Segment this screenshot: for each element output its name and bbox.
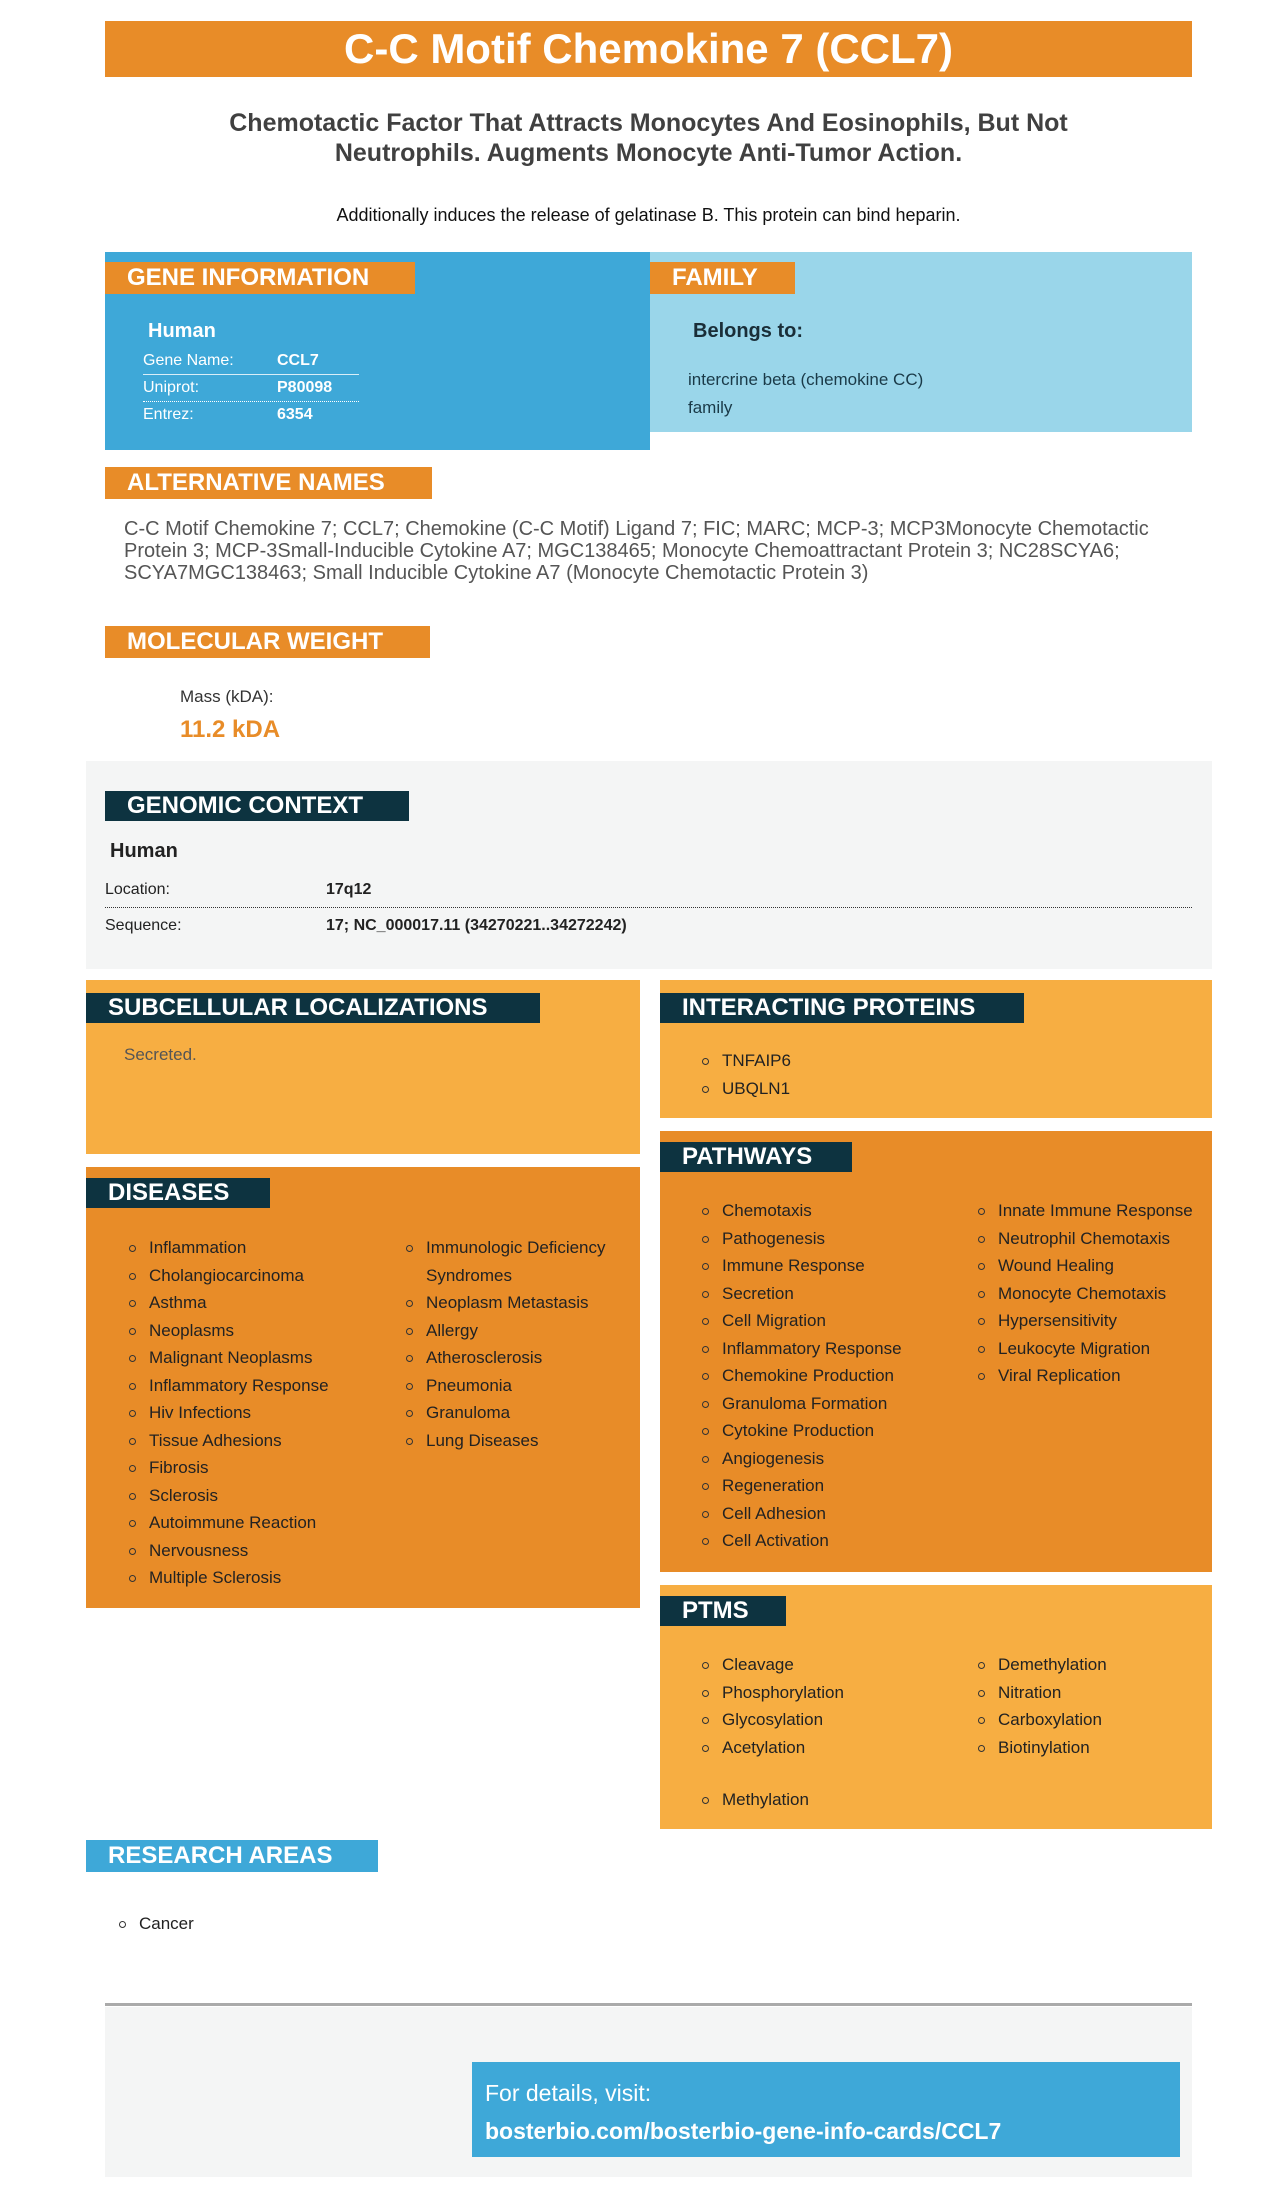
list-item: Glycosylation bbox=[700, 1706, 960, 1734]
alternative-names-text: C-C Motif Chemokine 7; CCL7; Chemokine (C-C Motif) Ligand 7; FIC; MARC; MCP-3; MCP3Monocyte Chemotactic Protein 3; MCP-3Small-Inducible Cytokine A7; MGC138465; Monocyte Chemoattractant Protein 3; NC28SCYA6; SCYA7MGC138463; Small Inducible Cytokine A7 (Monocyte Chemotactic Protein 3) bbox=[124, 518, 1149, 584]
family-value: intercrine beta (chemokine CC) family bbox=[688, 370, 924, 417]
footer-link-box[interactable] bbox=[472, 2062, 1180, 2157]
list-item: Sclerosis bbox=[127, 1482, 377, 1510]
list-item: Cell Migration bbox=[700, 1307, 970, 1335]
list-item: Inflammation bbox=[127, 1234, 377, 1262]
pathways-list-col2 bbox=[976, 1197, 1196, 1390]
list-item: Hiv Infections bbox=[127, 1399, 377, 1427]
list-item: Cell Activation bbox=[700, 1527, 970, 1555]
list-item: Chemotaxis bbox=[700, 1197, 970, 1225]
molecular-weight-header: MOLECULAR WEIGHT bbox=[105, 626, 430, 658]
list-item: Autoimmune Reaction bbox=[127, 1509, 377, 1537]
list-item: Hypersensitivity bbox=[976, 1307, 1196, 1335]
family-belongs-label: Belongs to: bbox=[693, 320, 803, 342]
entrez-row bbox=[143, 402, 359, 429]
list-item: Inflammatory Response bbox=[127, 1372, 377, 1400]
pathways-list-col1 bbox=[700, 1197, 970, 1555]
sequence-row bbox=[105, 909, 1192, 944]
footer-text: For details, visit: bbox=[485, 2080, 652, 2106]
list-item: Innate Immune Response bbox=[976, 1197, 1196, 1225]
family-header: FAMILY bbox=[650, 262, 795, 294]
list-item: Cleavage bbox=[700, 1651, 960, 1679]
list-item: Cytokine Production bbox=[700, 1417, 970, 1445]
list-item: Inflammatory Response bbox=[700, 1335, 970, 1363]
list-item: Allergy bbox=[404, 1317, 629, 1345]
list-item: Fibrosis bbox=[127, 1454, 377, 1482]
list-item: Immune Response bbox=[700, 1252, 970, 1280]
list-item: Cancer bbox=[117, 1910, 194, 1938]
list-item: TNFAIP6 bbox=[700, 1047, 791, 1075]
sequence-label: Sequence: bbox=[105, 917, 182, 934]
ptms-list-col3 bbox=[700, 1786, 960, 1814]
gene-name-row bbox=[143, 348, 359, 375]
list-item: Granuloma bbox=[404, 1399, 629, 1427]
mass-value: 11.2 kDA bbox=[180, 716, 281, 743]
gene-species: Human bbox=[148, 320, 216, 342]
list-item: Granuloma Formation bbox=[700, 1390, 970, 1418]
gene-name-label: Gene Name: bbox=[143, 352, 234, 369]
list-item: Immunologic Deficiency Syndromes bbox=[404, 1234, 629, 1289]
list-item: Pathogenesis bbox=[700, 1225, 970, 1253]
footer-link[interactable]: bosterbio.com/bosterbio-gene-info-cards/CCL7 bbox=[485, 2118, 1002, 2144]
list-item: Nitration bbox=[976, 1679, 1196, 1707]
mass-label: Mass (kDA): bbox=[180, 687, 274, 706]
list-item: Monocyte Chemotaxis bbox=[976, 1280, 1196, 1308]
page-description: Additionally induces the release of gelatinase B. This protein can bind heparin. bbox=[336, 205, 961, 225]
list-item: Leukocyte Migration bbox=[976, 1335, 1196, 1363]
entrez-value: 6354 bbox=[277, 406, 313, 423]
location-row bbox=[105, 873, 1192, 908]
list-item: Multiple Sclerosis bbox=[127, 1564, 377, 1592]
interacting-proteins-header: INTERACTING PROTEINS bbox=[660, 993, 1024, 1023]
location-value: 17q12 bbox=[326, 881, 372, 898]
diseases-header: DISEASES bbox=[86, 1178, 270, 1208]
uniprot-row bbox=[143, 375, 359, 402]
genomic-species: Human bbox=[110, 840, 178, 862]
list-item: Wound Healing bbox=[976, 1252, 1196, 1280]
list-item: Regeneration bbox=[700, 1472, 970, 1500]
page-subtitle: Chemotactic Factor That Attracts Monocytes And Eosinophils, But Not Neutrophils. Augments Monocyte Anti-Tumor Action. bbox=[229, 109, 1068, 167]
list-item: Secretion bbox=[700, 1280, 970, 1308]
list-item: Chemokine Production bbox=[700, 1362, 970, 1390]
diseases-list-col2 bbox=[404, 1234, 629, 1454]
gene-information-header: GENE INFORMATION bbox=[105, 262, 415, 294]
entrez-label: Entrez: bbox=[143, 406, 194, 423]
diseases-list-col1 bbox=[127, 1234, 377, 1592]
list-item: Atherosclerosis bbox=[404, 1344, 629, 1372]
list-item: Neoplasm Metastasis bbox=[404, 1289, 629, 1317]
pathways-header: PATHWAYS bbox=[660, 1142, 852, 1172]
list-item: Acetylation bbox=[700, 1734, 960, 1762]
list-item: Nervousness bbox=[127, 1537, 377, 1565]
sequence-value: 17; NC_000017.11 (34270221..34272242) bbox=[326, 917, 627, 934]
uniprot-value: P80098 bbox=[277, 379, 333, 396]
list-item: Pneumonia bbox=[404, 1372, 629, 1400]
subcellular-header: SUBCELLULAR LOCALIZATIONS bbox=[86, 993, 540, 1023]
subcellular-value: Secreted. bbox=[124, 1045, 197, 1064]
list-item: Asthma bbox=[127, 1289, 377, 1317]
list-item: Neoplasms bbox=[127, 1317, 377, 1345]
list-item: Tissue Adhesions bbox=[127, 1427, 377, 1455]
list-item: Lung Diseases bbox=[404, 1427, 629, 1455]
research-areas-header: RESEARCH AREAS bbox=[86, 1840, 378, 1872]
gene-name-value: CCL7 bbox=[277, 352, 319, 369]
ptms-header: PTMS bbox=[660, 1596, 786, 1626]
list-item: Demethylation bbox=[976, 1651, 1196, 1679]
ptms-list-col2 bbox=[976, 1651, 1196, 1761]
list-item: Methylation bbox=[700, 1786, 960, 1814]
list-item: Malignant Neoplasms bbox=[127, 1344, 377, 1372]
alternative-names-header: ALTERNATIVE NAMES bbox=[105, 467, 432, 499]
list-item: Cholangiocarcinoma bbox=[127, 1262, 377, 1290]
location-label: Location: bbox=[105, 881, 170, 898]
list-item: Angiogenesis bbox=[700, 1445, 970, 1473]
list-item: Biotinylation bbox=[976, 1734, 1196, 1762]
list-item: UBQLN1 bbox=[700, 1075, 791, 1103]
list-item: Carboxylation bbox=[976, 1706, 1196, 1734]
list-item: Cell Adhesion bbox=[700, 1500, 970, 1528]
genomic-context-header: GENOMIC CONTEXT bbox=[105, 791, 409, 821]
list-item: Neutrophil Chemotaxis bbox=[976, 1225, 1196, 1253]
ptms-list-col1 bbox=[700, 1651, 960, 1761]
list-item: Viral Replication bbox=[976, 1362, 1196, 1390]
footer-divider bbox=[105, 2003, 1192, 2006]
research-areas-list bbox=[117, 1910, 194, 1938]
interacting-proteins-list bbox=[700, 1047, 791, 1102]
uniprot-label: Uniprot: bbox=[143, 379, 200, 396]
page-title: C-C Motif Chemokine 7 (CCL7) bbox=[105, 21, 1192, 77]
list-item: Phosphorylation bbox=[700, 1679, 960, 1707]
